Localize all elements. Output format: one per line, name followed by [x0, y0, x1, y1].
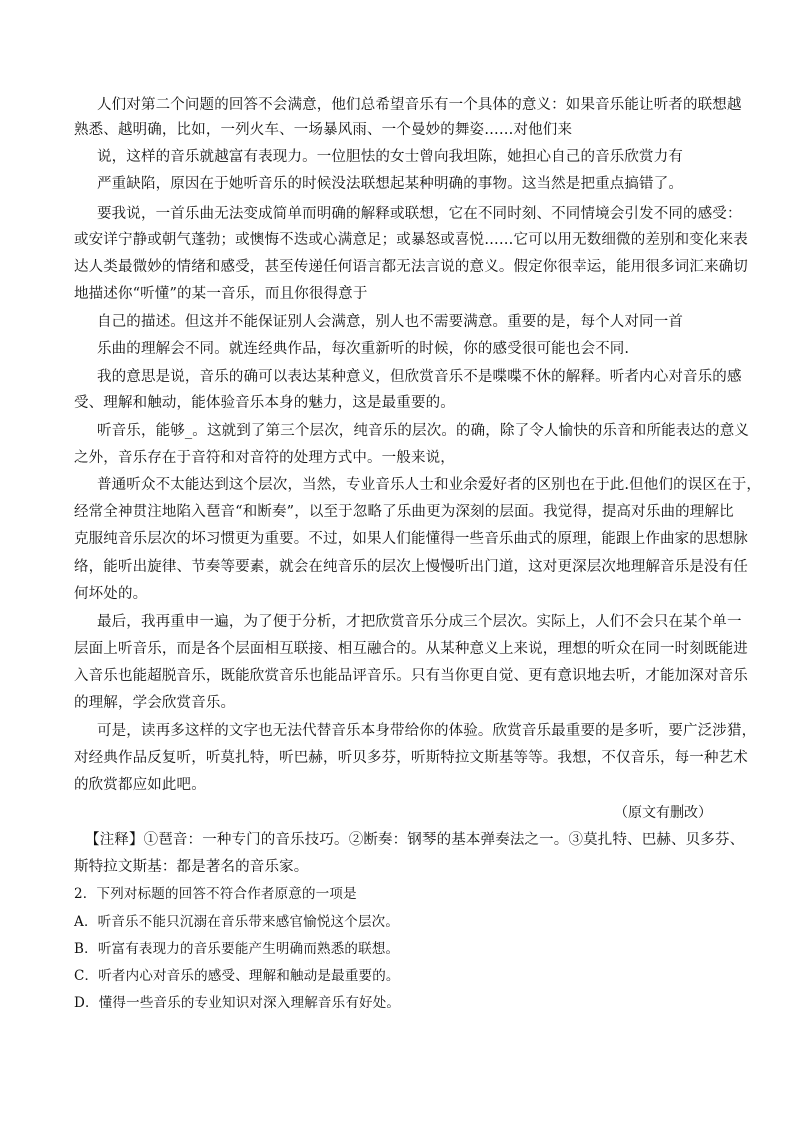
- passage-line: 说，这样的音乐就越富有表现力。一位胆怯的女士曾向我坦陈，她担心自己的音乐欣赏力有: [97, 149, 683, 165]
- passage-line: 克服纯音乐层次的坏习惯更为重要。不过，如果人们能懂得一些音乐曲式的原理，能跟上作曲家的思想脉: [74, 531, 748, 547]
- passage-line: 经常全神贯注地陷入琶音“和断奏”，以至于忽略了乐曲更为深刻的层面。我觉得，提高对乐曲的理解比: [74, 504, 734, 520]
- passage-line: 听音乐，能够_。这就到了第三个层次，纯音乐的层次。的确，除了令人愉快的乐音和所能表达的意义: [97, 423, 749, 439]
- passage-line: 乐曲的理解会不同。就连经典作品，每次重新听的时候，你的感受很可能也会不同.: [97, 341, 630, 357]
- passage-line: 熟悉、越明确，比如，一列火车、一场暴风雨、一个曼妙的舞姿……对他们来: [74, 122, 573, 138]
- answer-option-b[interactable]: B．听富有表现力的音乐要能产生明确而熟悉的联想。: [74, 941, 400, 957]
- passage-line: 最后，我再重申一遍，为了便于分析，才把欣赏音乐分成三个层次。实际上，人们不会只在某个单一: [97, 614, 742, 630]
- passage-line: 我的意思是说，音乐的确可以表达某种意义，但欣赏音乐不是喋喋不休的解释。听者内心对音乐的感: [97, 369, 742, 385]
- passage-line: 地描述你“听懂”的某一音乐，而且你很得意于: [74, 286, 368, 302]
- passage-line: 人们对第二个问题的回答不会满意，他们总希望音乐有一个具体的意义：如果音乐能让听者的联想越: [97, 97, 742, 113]
- passage-line: 何坏处的。: [74, 586, 148, 602]
- notes-line: 【注释】①琶音：一种专门的音乐技巧。②断奏：钢琴的基本弹奏法之一。③莫扎特、巴赫、贝多芬、: [85, 832, 745, 848]
- source-note: （原文有删改）: [614, 805, 712, 821]
- passage-line: 的理解，学会欣赏音乐。: [74, 695, 236, 711]
- passage-line: 受、理解和触动，能体验音乐本身的魅力，这是最重要的。: [74, 395, 455, 411]
- answer-option-d[interactable]: D．懂得一些音乐的专业知识对深入理解音乐有好处。: [74, 995, 401, 1011]
- passage-line: 对经典作品反复听，听莫扎特，听巴赫，听贝多芬，听斯特拉文斯基等等。我想，不仅音乐，每一种艺术: [74, 750, 748, 766]
- passage-line: 的欣赏都应如此吧。: [74, 777, 206, 793]
- answer-option-c[interactable]: C．听者内心对音乐的感受、理解和触动是最重要的。: [74, 968, 400, 984]
- passage-line: 普通听众不太能达到这个层次，当然，专业音乐人士和业余爱好者的区别也在于此.但他们的误区在于，: [97, 477, 762, 493]
- answer-option-a[interactable]: A．听音乐不能只沉溺在音乐带来感官愉悦这个层次。: [74, 914, 400, 930]
- passage-line: 层面上听音乐，而是各个层面相互联接、相互融合的。从某种意义上来说，理想的听众在同一时刻既能进: [74, 641, 748, 657]
- question-stem: 2．下列对标题的回答不符合作者原意的一项是: [74, 886, 357, 902]
- passage-line: 或安详宁静或朝气蓬勃；或懊悔不迭或心满意足；或暴怒或喜悦……它可以用无数细微的差别和变化来表: [74, 232, 748, 248]
- passage-line: 入音乐也能超脱音乐，既能欣赏音乐也能品评音乐。只有当你更自觉、更有意识地去听，才能加深对音乐: [74, 668, 748, 684]
- passage-line: 络，能听出旋律、节奏等要素，就会在纯音乐的层次上慢慢听出门道，这对更深层次地理解音乐是没有任: [74, 559, 748, 575]
- notes-line: 斯特拉文斯基：都是著名的音乐家。: [74, 859, 309, 875]
- passage-line: 达人类最微妙的情绪和感受，甚至传递任何语言都无法言说的意义。假定你很幸运，能用很多词汇来确切: [74, 259, 748, 275]
- passage-line: 严重缺陷，原因在于她听音乐的时候没法联想起某种明确的事物。这当然是把重点搞错了。: [97, 176, 683, 192]
- passage-line: 可是，读再多这样的文字也无法代替音乐本身带给你的体验。欣赏音乐最重要的是多听，要广泛涉猎，: [97, 723, 757, 739]
- passage-line: 要我说，一首乐曲无法变成简单而明确的解释或联想，它在不同时刻、不同情境会引发不同的感受：: [97, 206, 742, 222]
- passage-line: 自己的描述。但这并不能保证别人会满意，别人也不需要满意。重要的是，每个人对同一首: [97, 314, 683, 330]
- passage-line: 之外，音乐存在于音符和对音符的处理方式中。一般来说，: [74, 450, 455, 466]
